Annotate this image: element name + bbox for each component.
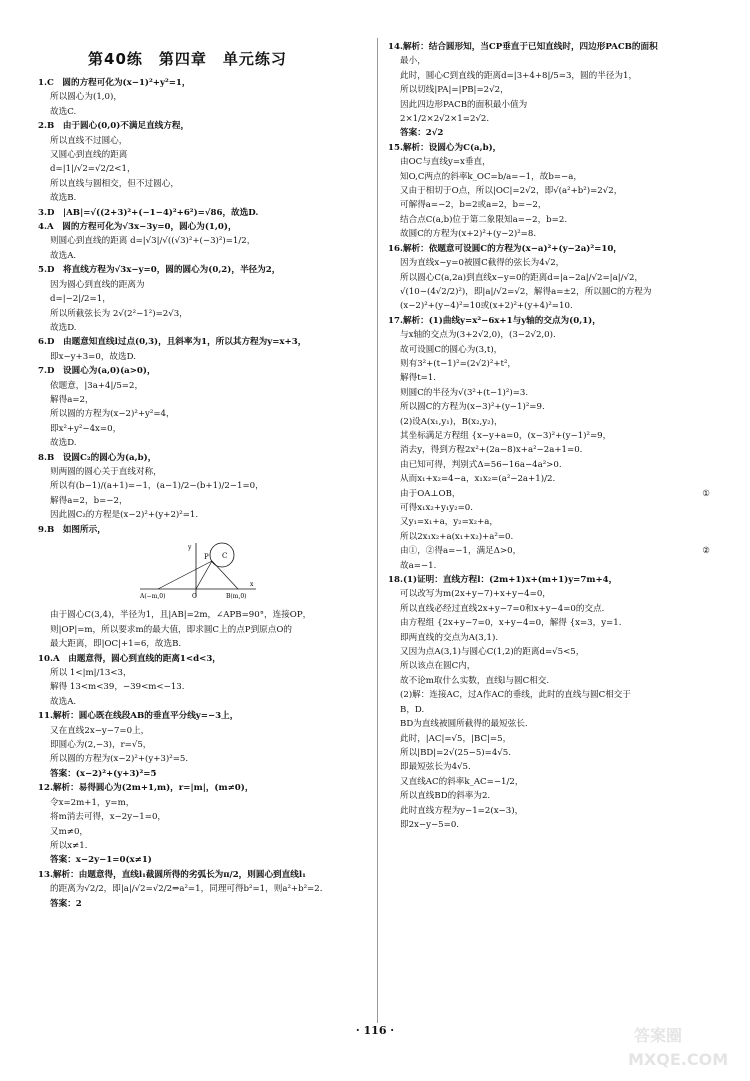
answer-line: 此时，|AC|=√5，|BC|=5， (400, 733, 512, 744)
page-title: 第40练 第四章 单元练习 (88, 50, 287, 68)
answer-line: 因为直线x−y=0被圆C截得的弦长为4√2， (400, 258, 565, 269)
answer-line: 解得t=1. (400, 373, 437, 384)
answer-line: 又直线AC的斜率k_AC=−1/2， (400, 776, 524, 787)
answer-line: 故不论m取什么实数，直线l与圆C相交. (400, 675, 550, 686)
answer-line: 又在直线2x−y−7=0上， (50, 725, 150, 736)
label-x: x (250, 581, 254, 588)
answer-line: 则圆C的半径为√(3²+(t−1)²)=3. (400, 387, 529, 398)
answer-line: 2.B 由于圆心(0,0)不满足直线方程， (38, 121, 190, 132)
answer-line: 从而x₁+x₂=4−a，x₁x₂=(a²−2a+1)/2. (400, 474, 556, 485)
answer-line: 所以直线必经过直线2x+y−7=0和x+y−4=0的交点. (400, 603, 605, 614)
answer-line: 故a=−1. (400, 560, 437, 571)
answer-line: 所以直线BD的斜率为2. (400, 791, 491, 802)
answer-line: 解得 13<m<39，−39<m<−13. (50, 682, 185, 693)
answer-line: 所以所截弦长为 2√(2²−1²)=2√3， (50, 308, 188, 319)
answer-line: 12.解析：易得圆心为(2m+1,m)，r=|m|，(m≠0)， (38, 783, 254, 794)
answer-line: 可以改写为m(2x+y−7)+x+y−4=0， (400, 589, 551, 600)
answer-line: 可解得a=−2，b=2或a=2，b=−2， (400, 200, 547, 211)
answer-line: 又圆心到直线的距离 (50, 150, 128, 161)
answer-line: 所以2x₁x₂+a(x₁+x₂)+a²=0. (400, 531, 514, 542)
answer-line: 故可设圆C的圆心为(3,t)， (400, 344, 503, 355)
answer-line: 5.D 将直线方程为√3x−y=0，圆的圆心为(0,2)，半径为2， (38, 265, 281, 276)
answer-line: 所以切线|PA|=|PB|=2√2， (400, 85, 509, 96)
answer-line: 故选A. (50, 250, 77, 261)
answer-line: 又由于相切于O点，所以|OC|=2√2，即√(a²+b²)=2√2， (400, 186, 623, 197)
answer-line: 故选B. (50, 193, 77, 204)
answer-line: 故选A. (50, 696, 77, 707)
answer-line: 所以圆的方程为(x−2)²+y²=4， (50, 409, 175, 420)
answer-line: 2×1/2×2√2×1=2√2. (400, 114, 490, 125)
answer-line: 6.D 由题意知直线l过点(0,3)，且斜率为1，所以其方程为y=x+3， (38, 337, 307, 348)
answer-line: 可得x₁x₂+y₁y₂=0. (400, 503, 473, 513)
answer-line: 18.(1)证明：直线方程l：(2m+1)x+(m+1)y=7m+4， (388, 575, 618, 586)
answer-line: 最大距离，即|OC|+1=6，故选B. (50, 639, 182, 650)
answer-line: 又因为点A(3,1)与圆心C(1,2)的距离d=√5<5， (400, 647, 585, 658)
answer-line: 的距离为√2/2，即|a|/√2=√2/2⇒a²=1，同理可得b²=1，则a²+b²=2. (50, 884, 323, 895)
answer-line: 所以圆C的方程为(x−3)²+(y−1)²=9. (400, 402, 545, 413)
page-number: · 116 · (355, 1024, 395, 1037)
answer-line: 所以圆心C(a,2a)到直线x−y=0的距离d=|a−2a|/√2=|a|/√2， (400, 272, 644, 283)
answer-line: 所以圆心为(1,0)， (50, 92, 122, 103)
answer-line: 由OC与直线y=x垂直， (400, 157, 491, 168)
answer-line: 知O,C两点的斜率k_OC=b/a=−1，故b=−a， (400, 171, 582, 182)
answer-line: 其坐标满足方程组 {x−y+a=0，(x−3)²+(y−1)²=9， (400, 430, 612, 441)
answer-line: 故选D. (50, 438, 77, 449)
answer-line: 即两直线的交点为A(3,1). (400, 632, 499, 643)
answer-line: 解得a=2，b=−2， (50, 495, 128, 506)
left-answers (38, 76, 368, 537)
answer-line: 11.解析：圆心既在线段AB的垂直平分线y=−3上， (38, 711, 239, 722)
watermark-line2: MXQE.COM (628, 1050, 729, 1069)
label-p: P (204, 553, 209, 561)
answer-line: 因此四边形PACB的面积最小值为 (400, 99, 528, 110)
answer-line: 即x−y+3=0，故选D. (50, 351, 136, 362)
answer-line: 9.B 如图所示， (38, 524, 106, 535)
answer-line: 8.B 设圆C₂的圆心为(a,b)， (38, 452, 157, 463)
answer-line: 将m消去可得，x−2y−1=0， (50, 812, 167, 823)
answer-line: (2)设A(x₁,y₁)，B(x₂,y₂)， (400, 416, 503, 427)
answer-line: 16.解析：依题意可设圆C的方程为(x−a)²+(y−2a)²=10， (388, 243, 622, 254)
watermark-logo (624, 1015, 734, 1075)
answer-line: 所以有(b−1)/(a+1)=−1，(a−1)/2−(b+1)/2−1=0， (50, 481, 264, 492)
answer-line: 所以 1<|m|/13<3， (50, 668, 132, 679)
answer-line: 即圆心为(2,−3)，r=√5， (50, 740, 152, 751)
answer-line: 则圆心到直线的距离 d=|√3|/√((√3)²+(−3)²)=1/2， (50, 236, 256, 247)
segment-pb (212, 561, 238, 589)
answer-line: 则有3²+(t−1)²=(2√2)²+t²， (400, 358, 517, 369)
answer-line: 令x=2m+1，y=m， (50, 797, 135, 808)
answer-line: 答案：x−2y−1=0(x≠1) (50, 855, 152, 866)
answer-line: d=|−2|/2=1， (50, 294, 111, 305)
answer-line: 结合点C(a,b)位于第二象限知a=−2，b=2. (400, 214, 568, 225)
answer-line: 所以直线不过圆心， (50, 135, 128, 146)
answer-line: 故圆C的方程为(x+2)²+(y−2)²=8. (400, 229, 537, 240)
answer-line: 10.A 由题意得，圆心到直线的距离1<d<3， (38, 653, 221, 664)
label-y: y (188, 544, 192, 551)
label-b: B(m,0) (226, 593, 247, 599)
column-divider (377, 38, 378, 1023)
answer-line: 4.A 圆的方程可化为√3x−3y=0，圆心为(1,0)， (38, 222, 237, 233)
left-answers-continued (38, 608, 368, 911)
answer-line: 3.D |AB|=√((2+3)²+(−1−4)²+6²)=√86，故选D. (38, 207, 259, 218)
answer-line: BD为直线被圆所截得的最短弦长. (400, 719, 528, 730)
right-column (388, 40, 724, 832)
answer-line: 答案：2 (50, 898, 82, 909)
answer-line: 故选C. (50, 106, 77, 117)
answer-line: 所以|BD|=2√(25−5)=4√5. (400, 747, 511, 758)
answer-line: 7.D 设圆心为(a,0)(a>0)， (38, 366, 156, 377)
answer-line: 此时直线方程为y−1=2(x−3)， (400, 805, 524, 816)
equation-marker: ① (702, 488, 710, 499)
answer-line: 即2x−y−5=0. (400, 819, 460, 830)
answer-line: 消去y，得到方程2x²+(2a−8)x+a²−2a+1=0. (400, 445, 583, 456)
answer-line: 即最短弦长为4√5. (400, 762, 471, 773)
answer-line: 答案：2√2 (400, 128, 444, 139)
answer-line: 1.C 圆的方程可化为(x−1)²+y²=1， (38, 78, 191, 88)
answer-line: 答案：(x−2)²+(y+3)²=5 (50, 768, 157, 779)
answer-line: 所以该点在圆C内， (400, 661, 476, 672)
answer-line: 由于圆心C(3,4)，半径为1，且|AB|=2m，∠APB=90°，连接OP， (50, 610, 312, 621)
watermark-line1: 答案圈 (634, 1026, 683, 1045)
answer-line: 由①，②得a=−1，满足Δ>0， ② (388, 544, 724, 558)
left-column (38, 76, 368, 911)
answer-line: 由于OA⊥OB， ① (388, 487, 724, 501)
answer-line: 由已知可得，判别式Δ=56−16a−4a²>0. (400, 459, 562, 470)
answer-line: 13.解析：由题意得，直线l₁截圆所得的劣弧长为π/2，则圆心到直线l₁ (38, 869, 306, 880)
label-c: C (222, 552, 228, 560)
answer-line: 与x轴的交点为(3+2√2,0)，(3−2√2,0). (400, 330, 556, 341)
answer-line: 故选D. (50, 322, 77, 333)
answer-line: (x−2)²+(y−4)²=10或(x+2)²+(y+4)²=10. (400, 301, 573, 312)
answer-line: 因此圆C₂的方程是(x−2)²+(y+2)²=1. (50, 510, 199, 521)
answer-line: 所以圆的方程为(x−2)²+(y+3)²=5. (50, 754, 189, 765)
answer-line: 此时，圆心C到直线的距离d=|3+4+8|/5=3，圆的半径为1， (400, 70, 638, 81)
answer-line: 又y₁=x₁+a，y₂=x₂+a， (400, 517, 499, 528)
problem-9-figure (138, 541, 258, 599)
answer-line: 所以x≠1. (50, 840, 88, 851)
answer-line: 即x²+y²−4x=0， (50, 423, 122, 434)
answer-line: 15.解析：设圆心为C(a,b)， (388, 142, 502, 153)
answer-line: 则两圆的圆心关于直线对称， (50, 466, 162, 477)
right-answers (388, 40, 724, 832)
answer-line: 依题意，|3a+4|/5=2， (50, 380, 144, 391)
answer-line: 又m≠0， (50, 826, 89, 837)
answer-line: √(10−(4√2/2)²)，即|a|/√2=√2，解得a=±2，所以圆C的方程为 (400, 286, 652, 297)
answer-line: B，D. (400, 704, 425, 715)
answer-line: 则|OP|=m，所以要求m的最大值，即求圆C上的点P到原点O的 (50, 624, 292, 635)
label-o: O (192, 593, 197, 599)
answer-line: 因为圆心到直线的距离为 (50, 279, 145, 290)
answer-line: 17.解析：(1)曲线y=x²−6x+1与y轴的交点为(0,1)， (388, 315, 601, 326)
answer-line: d=|1|/√2=√2/2<1， (50, 164, 136, 175)
answer-line: 14.解析：结合圆形知，当CP垂直于已知直线时，四边形PACB的面积 (388, 42, 658, 52)
answer-line: 由方程组 {2x+y−7=0，x+y−4=0，解得 {x=3，y=1. (400, 618, 622, 629)
label-a: A(−m,0) (140, 593, 166, 599)
answer-line: 最小， (400, 56, 426, 67)
answer-line: 解得a=2， (50, 394, 94, 405)
answer-line: 所以直线与圆相交，但不过圆心， (50, 178, 179, 189)
equation-marker: ② (702, 546, 710, 557)
answer-line: (2)解：连接AC，过A作AC的垂线，此时的直线与圆C相交于 (400, 690, 631, 701)
